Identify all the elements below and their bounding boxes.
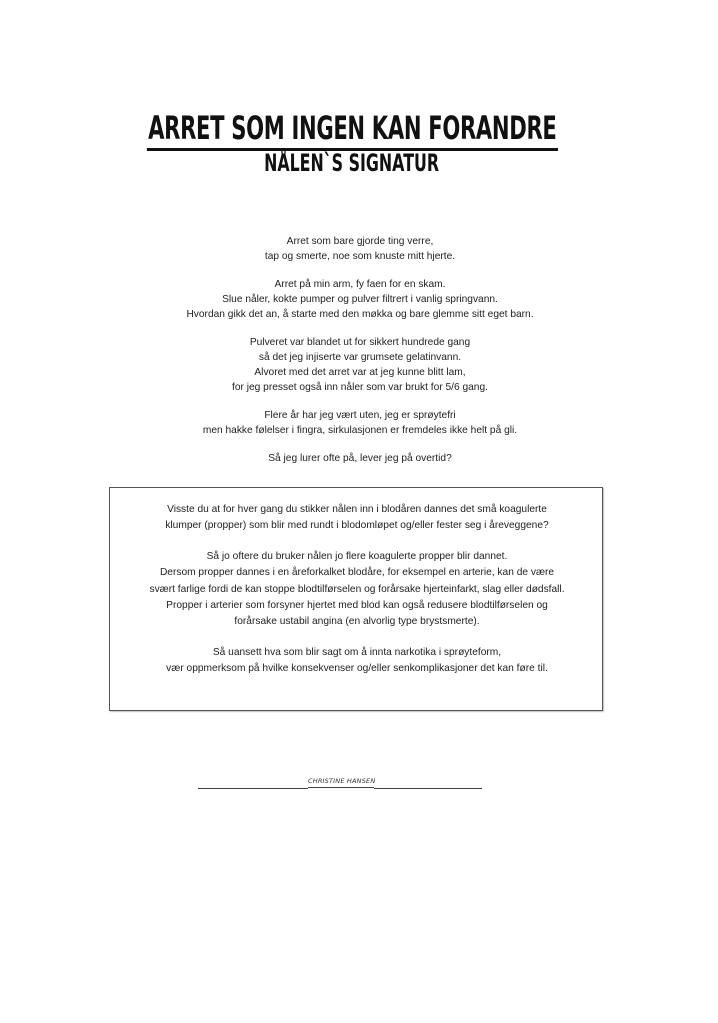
info-line: svært farlige fordi de kan stoppe blodtilførselen og forårsake hjerteinfarkt, slag eller dødsfall. — [149, 583, 565, 595]
poem — [150, 234, 570, 479]
info-line: Propper i arterier som forsyner hjertet med blod kan også redusere blodtilførselen og — [166, 600, 548, 612]
page-subtitle — [0, 148, 704, 178]
info-line: Visste du at for hver gang du stikker nålen inn i blodåren dannes det små koagulerte — [167, 504, 547, 515]
poem-line: Pulveret var blandet ut for sikkert hundrede gang — [249, 337, 471, 348]
signature-rule-left — [198, 788, 308, 789]
poem-line: Slue nåler, kokte pumper og pulver filtrert i vanlig springvann. — [222, 294, 498, 305]
poem-stanza-5 — [150, 451, 570, 466]
info-paragraph-3 — [110, 645, 604, 678]
info-paragraph-2 — [110, 549, 604, 631]
poem-stanza-4 — [150, 408, 570, 438]
info-line: Så jo oftere du bruker nålen jo flere koagulerte propper blir dannet. — [206, 550, 508, 562]
signature-rule-right — [374, 788, 482, 789]
page-title — [0, 108, 704, 151]
poem-line: for jeg presset også inn nåler som var brukt for 5/6 gang. — [232, 382, 488, 393]
info-paragraph-1 — [110, 502, 604, 535]
info-line: klumper (propper) som blir med rundt i blodomløpet og/eller fester seg i åreveggene? — [165, 520, 549, 532]
signature-name: CHRISTINE HANSEN — [308, 777, 374, 788]
info-line: Dersom propper dannes i en åreforkalket blodåre, for eksempel en arterie, kan de være — [159, 567, 555, 579]
poem-line: Alvoret med det arret var at jeg kunne blitt lam, — [254, 367, 466, 378]
poem-line: tap og smerte, noe som knuste mitt hjerte. — [264, 251, 456, 262]
title-text: ARRET SOM INGEN KAN FORANDRE — [147, 108, 558, 151]
info-box — [109, 487, 603, 711]
poem-stanza-1 — [150, 234, 570, 264]
subtitle-text: NÅLEN`S SIGNATUR — [264, 149, 440, 177]
poem-stanza-3 — [150, 335, 570, 395]
info-line: vær oppmerksom på hvilke konsekvenser og/eller senkomplikasjoner det kan føre til. — [166, 663, 548, 675]
poem-line: Arret på min arm, fy faen for en skam. — [274, 279, 446, 290]
poem-stanza-2 — [150, 277, 570, 322]
poem-line: Så jeg lurer ofte på, lever jeg på overtid? — [268, 453, 452, 464]
poem-line: men hakke følelser i fingra, sirkulasjonen er fremdeles ikke helt på gli. — [202, 425, 518, 436]
info-box-content — [110, 502, 604, 692]
poem-line: Flere år har jeg vært uten, jeg er sprøytefri — [264, 410, 456, 421]
poem-line: Hvordan gikk det an, å starte med den møkka og bare glemme sitt eget barn. — [186, 309, 534, 320]
poem-line: så det jeg injiserte var grumsete gelatinvann. — [258, 352, 462, 363]
poem-line: Arret som bare gjorde ting verre, — [286, 236, 434, 247]
info-line: forårsake ustabil angina (en alvorlig type brystsmerte). — [234, 616, 480, 628]
info-line: Så uansett hva som blir sagt om å innta narkotika i sprøyteform, — [212, 646, 502, 658]
signature-line — [198, 776, 482, 790]
